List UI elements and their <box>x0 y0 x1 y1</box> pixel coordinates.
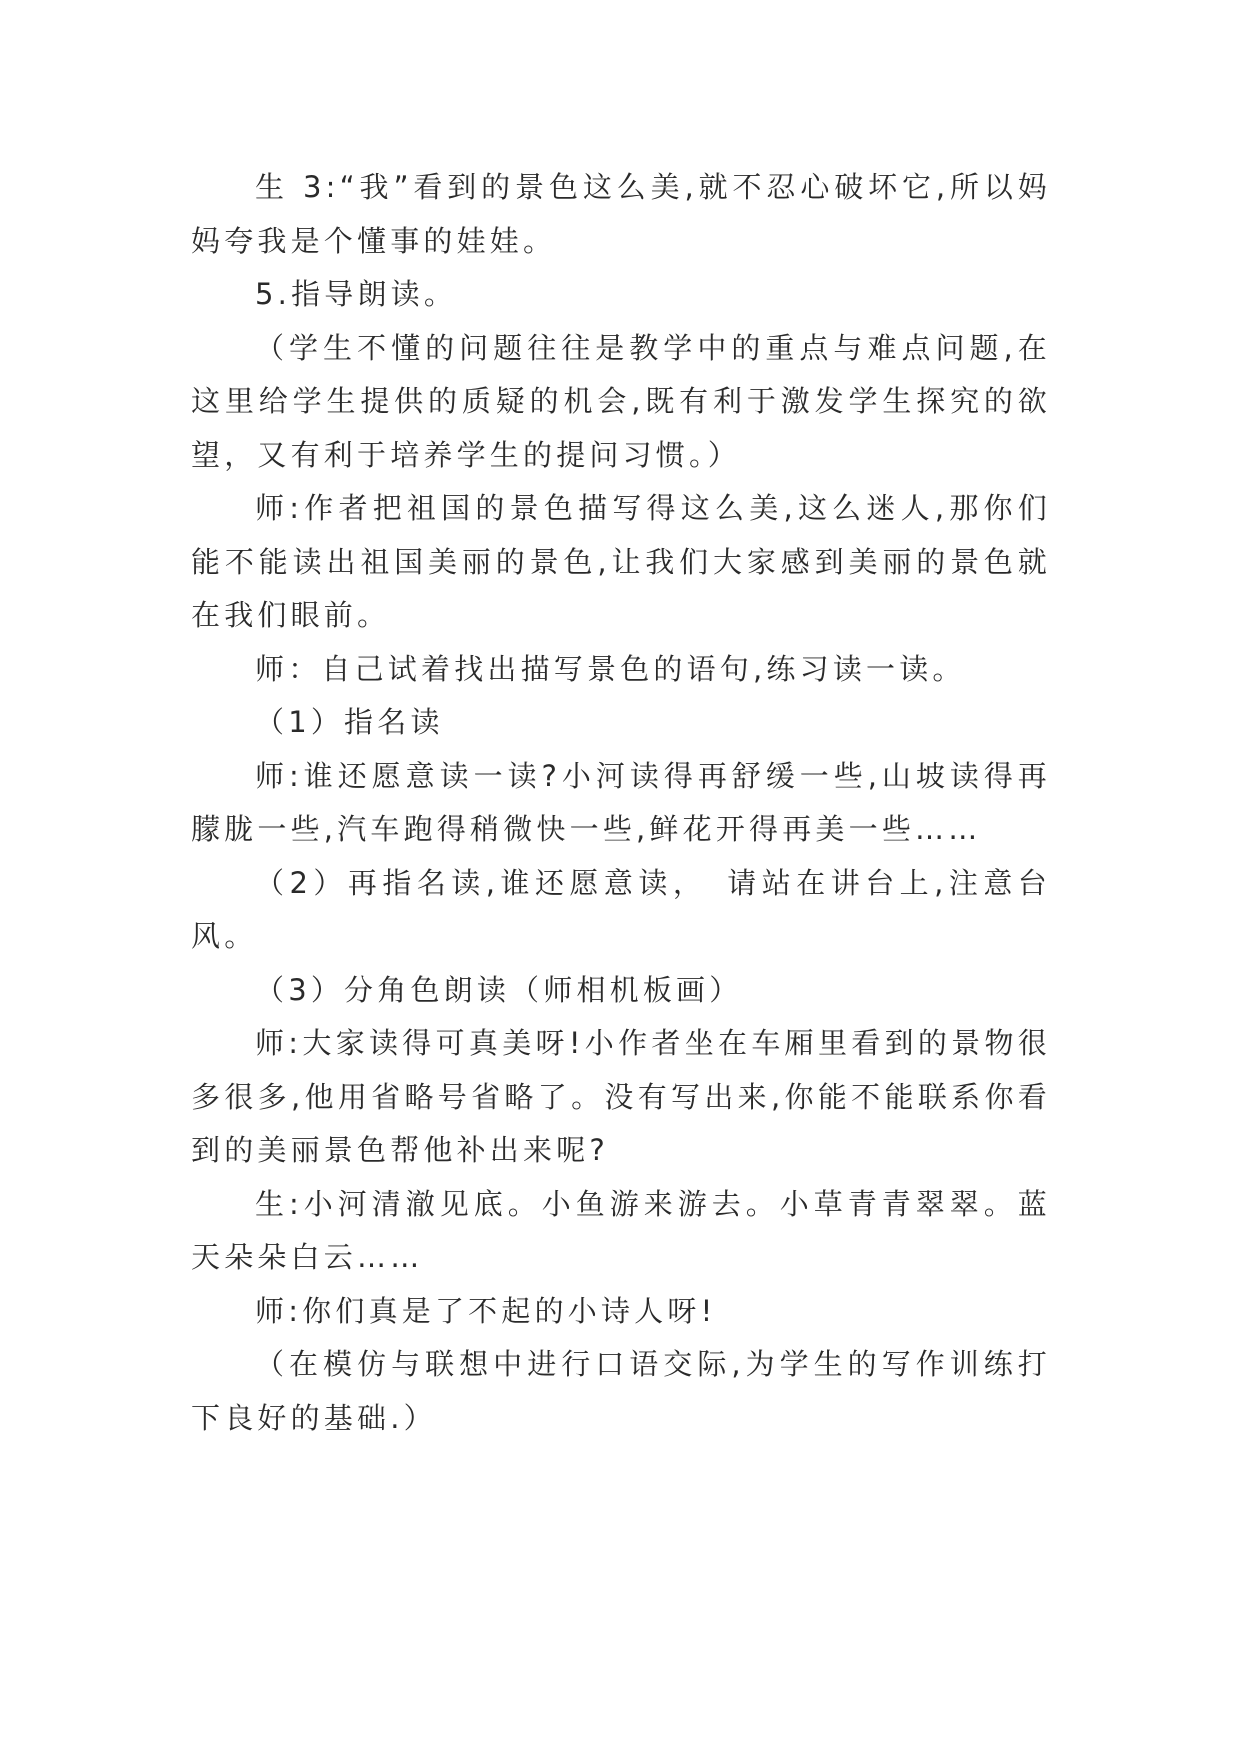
paragraph-teacher-practice: 师：自己试着找出描写景色的语句,练习读一读。 <box>255 651 966 686</box>
paragraph-teacher-read: 师:作者把祖国的景色描写得这么美,这么迷人,那你们能不能读出祖国美丽的景色,让我们大家感到美丽的景色就在我们眼前。 <box>191 491 1051 632</box>
paragraph-item-1: （1）指名读 <box>255 705 444 739</box>
paragraph-note-writing: （在模仿与联想中进行口语交际,为学生的写作训练打下良好的基础.） <box>191 1347 1051 1435</box>
paragraph-step-5: 5.指导朗读。 <box>255 277 458 311</box>
paragraph-note-questions: （学生不懂的问题往往是教学中的重点与难点问题,在这里给学生提供的质疑的机会,既有利于激发学生探究的欲望，又有利于培养学生的提问习惯。） <box>191 330 1051 472</box>
paragraph-teacher-praise: 师:大家读得可真美呀!小作者坐在车厢里看到的景物很多很多,他用省略号省略了。没有写出来,你能不能联系你看到的美丽景色帮他补出来呢? <box>191 1026 1051 1167</box>
paragraph-item-2: （2）再指名读,谁还愿意读， 请站在讲台上,注意台风。 <box>191 865 1051 953</box>
paragraph-teacher-poet: 师:你们真是了不起的小诗人呀! <box>255 1293 717 1328</box>
document-body <box>191 161 1051 1445</box>
paragraph-student-3: 生 3:“我”看到的景色这么美,就不忍心破坏它,所以妈妈夸我是个懂事的娃娃。 <box>191 170 1051 258</box>
paragraph-teacher-who: 师:谁还愿意读一读?小河读得再舒缓一些,山坡读得再朦胧一些,汽车跑得稍微快一些,鲜花开得再美一些…… <box>191 758 1051 846</box>
paragraph-item-3: （3）分角色朗读（师相机板画） <box>255 972 743 1007</box>
paragraph-student-answer: 生:小河清澈见底。小鱼游来游去。小草青青翠翠。蓝天朵朵白云…… <box>191 1186 1051 1274</box>
